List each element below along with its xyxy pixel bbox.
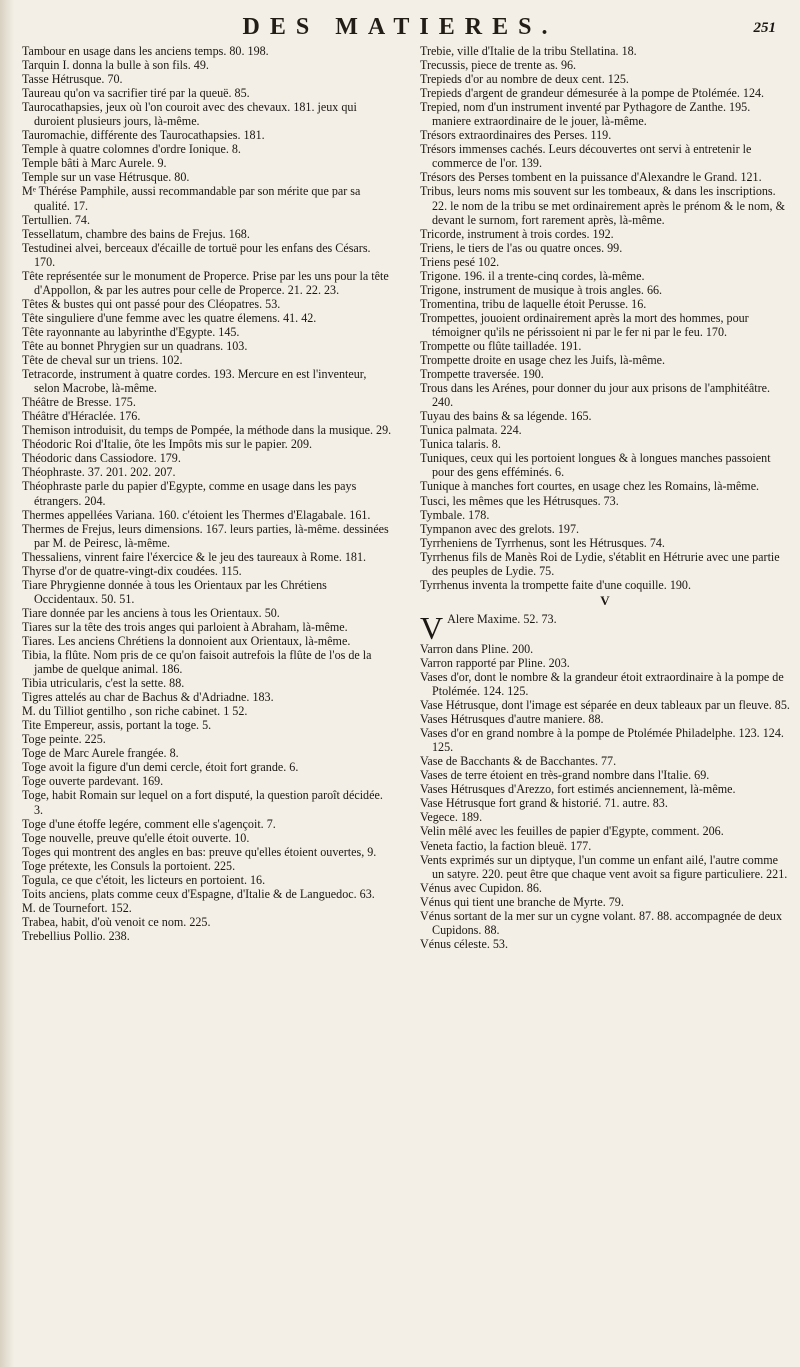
letter-v-entries [420, 642, 790, 951]
index-entry: Vase Hétrusque, dont l'image est séparée en deux tableaux par un fleuve. 85. [420, 698, 790, 713]
index-entry: Thermes appellées Variana. 160. c'étoient les Thermes d'Elagabale. 161. [22, 507, 371, 522]
index-entry: Théâtre de Bresse. 175. [22, 395, 136, 410]
index-entry: Vénus qui tient une branche de Myrte. 79. [420, 894, 624, 909]
index-entry: Trompette traversée. 190. [420, 367, 544, 382]
index-entry: Thermes de Frejus, leurs dimensions. 167. leurs parties, là-même. dessinées par M. de Peiresc, là-même. [22, 521, 389, 550]
index-entry: Vénus sortant de la mer sur un cygne volant. 87. 88. accompagnée de deux Cupidons. 88. [420, 908, 783, 937]
index-entry: Tuniques, ceux qui les portoient longues & à longues manches passoient pour des gens efféminés. 6. [420, 451, 771, 480]
index-entry: Tunica talaris. 8. [420, 437, 501, 452]
index-entry: Théodoric dans Cassiodore. 179. [22, 451, 181, 466]
page-header [0, 14, 800, 48]
index-entry: Vénus céleste. 53. [420, 936, 508, 951]
index-entry: Vases d'or en grand nombre à la pompe de Ptolémée Philadelphe. 123. 124. 125. [420, 726, 784, 755]
index-entry: Trous dans les Arénes, pour donner du jour aux prisons de l'amphitéâtre. 240. [420, 381, 771, 410]
index-entry: Tiare Phrygienne donnée à tous les Orientaux par les Chrétiens Occidentaux. 50. 51. [22, 577, 327, 606]
index-entry: Toits anciens, plats comme ceux d'Espagne, d'Italie & de Languedoc. 63. [22, 886, 375, 901]
index-entry: Tauromachie, différente des Taurocathapsies. 181. [22, 128, 265, 143]
index-column-left [22, 44, 392, 943]
index-entry: Trompette ou flûte tailladée. 191. [420, 338, 582, 353]
index-entry: M. du Tilliot gentilho , son riche cabinet. 1 52. [22, 704, 248, 719]
index-entry: Vents exprimés sur un diptyque, l'un comme un enfant ailé, l'autre comme un satyre. 220. peut être que chaque vent avoit sa figure particuliere. 221. [420, 852, 788, 881]
index-entry: Tricorde, instrument à trois cordes. 192. [420, 226, 614, 241]
index-entry: Triens, le tiers de l'as ou quatre onces. 99. [420, 240, 623, 255]
index-column-right [420, 44, 790, 951]
index-entry: Varron rapporté par Pline. 203. [420, 655, 570, 670]
index-entry: Trepieds d'or au nombre de deux cent. 125. [420, 72, 629, 87]
letter-heading-v: V [600, 592, 610, 608]
index-entry: Tête représentée sur le monument de Properce. Prise par les uns pour la tête d'Appollon, & par les autres pour celle de Properce. 21. 22. 23. [22, 268, 389, 297]
index-entry: Taureau qu'on va sacrifier tiré par la queuë. 85. [22, 86, 250, 101]
index-entry: Trepieds d'argent de grandeur démesurée à la pompe de Ptolémée. 124. [420, 86, 765, 101]
index-entry: Vases Hétrusques d'Arezzo, fort estimés anciennement, là-même. [420, 782, 736, 797]
index-entry: Toge, habit Romain sur lequel on a fort disputé, la question paroît décidée. 3. [22, 788, 383, 817]
index-entry: Tuyau des bains & sa légende. 165. [420, 409, 592, 424]
index-entry: Thessaliens, vinrent faire l'éxercice & le jeu des taureaux à Rome. 181. [22, 549, 367, 564]
index-entry: Trepied, nom d'un instrument inventé par Pythagore de Zanthe. 195. maniere extraordinaire de le jouer, là-même. [420, 100, 751, 129]
index-entry: Tête singuliere d'une femme avec les quatre élemens. 41. 42. [22, 310, 317, 325]
index-entry: Vegece. 189. [420, 810, 483, 825]
index-entry: Trompettes, jouoient ordinairement après la mort des hommes, pour témoigner qu'ils ne périssoient ni par le fer ni par le feu. 170. [420, 310, 749, 339]
index-entry: Trabea, habit, d'où venoit ce nom. 225. [22, 914, 211, 929]
index-entry: Temple sur un vase Hétrusque. 80. [22, 170, 190, 185]
index-entry: Toges qui montrent des angles en bas: preuve qu'elles étoient ouvertes, 9. [22, 844, 377, 859]
index-entry: Themison introduisit, du temps de Pompée, la méthode dans la musique. 29. [22, 423, 392, 438]
index-entry: Mᵉ Thérése Pamphile, aussi recommandable par son mérite que par sa qualité. 17. [22, 184, 361, 213]
index-entry: Toge avoit la figure d'un demi cercle, étoit fort grande. 6. [22, 760, 299, 775]
index-entry: Tyrrheniens de Tyrrhenus, sont les Hétrusques. 74. [420, 535, 665, 550]
index-entry: Tarquin I. donna la bulle à son fils. 49. [22, 58, 209, 73]
index-entry: Tiares sur la tête des trois anges qui parloient à Abraham, là-même. [22, 619, 348, 634]
index-entry: Varron dans Pline. 200. [420, 641, 534, 656]
index-entry: Théophraste. 37. 201. 202. 207. [22, 465, 176, 480]
index-entry-text: Alere Maxime. 52. 73. [447, 611, 557, 626]
index-entry: Toge prétexte, les Consuls la portoient. 225. [22, 858, 236, 873]
index-entry: Vase de Bacchants & de Bacchantes. 77. [420, 754, 617, 769]
index-entry: Trebellius Pollio. 238. [22, 928, 130, 943]
index-entry: Tiares. Les anciens Chrétiens la donnoient aux Orientaux, là-même. [22, 633, 351, 648]
index-entry: Tite Empereur, assis, portant la toge. 5. [22, 718, 212, 733]
index-entry: Trompette droite en usage chez les Juifs, là-même. [420, 353, 666, 368]
index-entry: Toge d'une étoffe legére, comment elle s'agençoit. 7. [22, 816, 276, 831]
index-entry: Tiare donnée par les anciens à tous les Orientaux. 50. [22, 605, 280, 620]
index-entry: Temple bâti à Marc Aurele. 9. [22, 156, 167, 171]
index-entry: Théophraste parle du papier d'Egypte, comme en usage dans les pays étrangers. 204. [22, 479, 357, 508]
index-entry: Tambour en usage dans les anciens temps. 80. 198. [22, 44, 269, 58]
index-entry: Trigone. 196. il a trente-cinq cordes, là-même. [420, 268, 645, 283]
index-entry: Togula, ce que c'étoit, les licteurs en portoient. 16. [22, 872, 266, 887]
page-gutter-shadow [0, 0, 14, 1367]
index-entry: Théâtre d'Héraclée. 176. [22, 409, 141, 424]
index-entry: Tête de cheval sur un triens. 102. [22, 353, 183, 368]
index-entry: Tusci, les mêmes que les Hétrusques. 73. [420, 493, 619, 508]
drop-cap-initial: V [420, 609, 444, 646]
index-entry: Tasse Hétrusque. 70. [22, 72, 123, 87]
index-entry: Tymbale. 178. [420, 507, 490, 522]
index-entry: Tetracorde, instrument à quatre cordes. 193. Mercure en est l'inventeur, selon Macrobe, là-même. [22, 367, 367, 396]
index-entry: M. de Tournefort. 152. [22, 900, 132, 915]
index-entry: Tribus, leurs noms mis souvent sur les tombeaux, & dans les inscriptions. 22. le nom de la tribu se met ordinairement après le prénom & le nom, & devant le surnom, fort rarement après, là-même. [420, 184, 785, 227]
index-entry: Toge de Marc Aurele frangée. 8. [22, 746, 179, 761]
index-entry: Thyrse d'or de quatre-vingt-dix coudées. 115. [22, 563, 242, 578]
index-entry: Têtes & bustes qui ont passé pour des Cléopatres. 53. [22, 296, 281, 311]
index-entry-first-v [420, 609, 790, 646]
index-entry: Tessellatum, chambre des bains de Frejus. 168. [22, 226, 250, 241]
index-entry: Trésors immenses cachés. Leurs découvertes ont servi à entretenir le commerce de l'or. 139. [420, 142, 752, 171]
running-head: DES MATIERES. [242, 14, 558, 40]
index-entry: Triens pesé 102. [420, 254, 500, 269]
index-entry: Vénus avec Cupidon. 86. [420, 880, 542, 895]
page-number: 251 [753, 20, 776, 36]
index-entry: Temple à quatre colomnes d'ordre Ionique. 8. [22, 142, 241, 157]
index-entry: Tertullien. 74. [22, 212, 91, 227]
index-entry: Tromentina, tribu de laquelle étoit Perusse. 16. [420, 296, 647, 311]
index-entry: Tyrrhenus fils de Manès Roi de Lydie, s'établit en Hétrurie avec une partie des peuples de Lydie. 75. [420, 549, 780, 578]
index-entry: Tibia, la flûte. Nom pris de ce qu'on faisoit autrefois la flûte de l'os de la jambe de quelque animal. 186. [22, 648, 372, 677]
index-entry: Toge nouvelle, preuve qu'elle étoit ouverte. 10. [22, 830, 250, 845]
index-entry: Toge ouverte pardevant. 169. [22, 774, 164, 789]
index-entry: Tunica palmata. 224. [420, 423, 522, 438]
index-entry: Trebie, ville d'Italie de la tribu Stellatina. 18. [420, 44, 637, 58]
index-entry: Tête rayonnante au labyrinthe d'Egypte. 145. [22, 324, 240, 339]
index-entry: Vase Hétrusque fort grand & historié. 71. autre. 83. [420, 796, 668, 811]
index-entry: Tigres attelés au char de Bachus & d'Adriadne. 183. [22, 690, 274, 705]
index-entry: Velin mêlé avec les feuilles de papier d'Egypte, comment. 206. [420, 824, 724, 839]
index-entry: Vases de terre étoient en très-grand nombre dans l'Italie. 69. [420, 768, 710, 783]
letter-t-entries [420, 44, 790, 592]
index-entry: Tête au bonnet Phrygien sur un quadrans. 103. [22, 338, 248, 353]
index-entry: Vases d'or, dont le nombre & la grandeur étoit extraordinaire à la pompe de Ptolémée. 124. 125. [420, 669, 784, 699]
index-entry: Tympanon avec des grelots. 197. [420, 521, 580, 536]
index-entry: Trecussis, piece de trente as. 96. [420, 58, 577, 73]
index-entry: Trigone, instrument de musique à trois angles. 66. [420, 282, 663, 297]
index-entry: Testudinei alvei, berceaux d'écaille de tortuë pour les enfans des Césars. 170. [22, 240, 371, 269]
index-entry: Trésors extraordinaires des Perses. 119. [420, 128, 612, 143]
index-entry: Vases Hétrusques d'autre maniere. 88. [420, 712, 604, 727]
index-entry: Taurocathapsies, jeux où l'on couroit avec des chevaux. 181. jeux qui duroient plusieurs jours, là-même. [22, 100, 357, 129]
index-entry: Théodoric Roi d'Italie, ôte les Impôts mis sur le papier. 209. [22, 437, 313, 452]
index-entry: Toge peinte. 225. [22, 732, 106, 747]
index-entry: Tunique à manches fort courtes, en usage chez les Romains, là-même. [420, 479, 760, 494]
index-entry: Tyrrhenus inventa la trompette faite d'une coquille. 190. [420, 577, 692, 592]
index-entry: Veneta factio, la faction bleuë. 177. [420, 838, 592, 853]
index-entry: Tibia utricularis, c'est la sette. 88. [22, 676, 185, 691]
index-entry: Trésors des Perses tombent en la puissance d'Alexandre le Grand. 121. [420, 170, 762, 185]
